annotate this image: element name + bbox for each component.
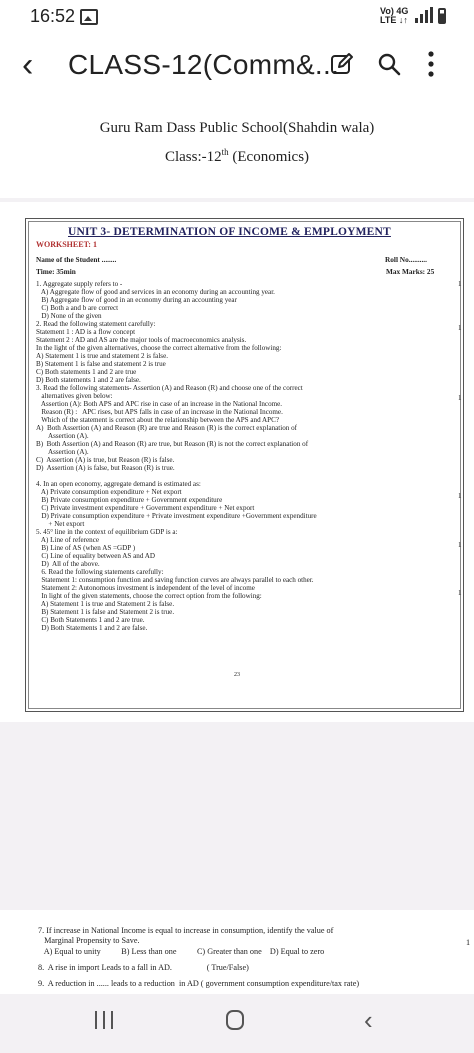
worksheet-line: B) Statement 1 is false and Statement 2 is true.	[36, 608, 175, 616]
edit-icon[interactable]	[330, 52, 354, 76]
worksheet-line: In light of the given statements, choose the correct option from the following:	[36, 592, 262, 600]
home-icon[interactable]	[226, 1010, 244, 1030]
document-page-2	[0, 202, 474, 722]
worksheet-line: A) Private consumption expenditure + Net export	[36, 488, 182, 496]
more-options-icon[interactable]	[425, 50, 437, 78]
question-7: 7. If increase in National Income is equal to increase in consumption, identify the value of	[38, 926, 334, 935]
worksheet-line: Statement 1: consumption function and saving function curves are always parallel to each other.	[36, 576, 314, 584]
question-mark: 1	[458, 394, 462, 402]
class-suffix: (Economics)	[228, 149, 310, 165]
back-arrow-icon[interactable]: ‹	[22, 46, 34, 84]
worksheet-line: D) Assertion (A) is false, but Reason (R) is true.	[36, 464, 175, 472]
worksheet-line: D) None of the given	[36, 312, 102, 320]
navigation-bar	[0, 994, 474, 1053]
worksheet-line: B) Both Assertion (A) and Reason (R) are true, but Reason (R) is not the correct explanation of	[36, 440, 309, 448]
status-bar	[0, 0, 474, 34]
worksheet-line: Assertion (A).	[36, 432, 89, 440]
worksheet-line: A) Statement 1 is true and statement 2 is false.	[36, 352, 168, 360]
worksheet-line: B) Line of AS (when AS =GDP )	[36, 544, 136, 552]
worksheet-line: 5. 45° line in the context of equilibrium GDP is a:	[36, 528, 178, 536]
status-time: 16:52	[30, 6, 76, 26]
gallery-notification-icon	[80, 9, 98, 25]
class-superscript: th	[221, 147, 229, 157]
worksheet-line: B) Statement 1 is false and statement 2 is true	[36, 360, 166, 368]
worksheet-line: D) Both Statements 1 and 2 are false.	[36, 624, 148, 632]
worksheet-line: In the light of the given alternatives, choose the correct alternative from the following:	[36, 344, 282, 352]
recent-apps-icon[interactable]	[95, 1011, 113, 1029]
worksheet-line: C) Both Statements 1 and 2 are true.	[36, 616, 145, 624]
worksheet-line: A) Both Assertion (A) and Reason (R) are true and Reason (R) is the correct explanation of	[36, 424, 298, 432]
question-7-mark: 1	[466, 938, 471, 947]
question-7-options: A) Equal to unity B) Less than one C) Greater than one D) Equal to zero	[38, 947, 325, 956]
worksheet-line: Statement 2 : AD and AS are the major tools of macroeconomics analysis.	[36, 336, 247, 344]
worksheet-line: A) Aggregate flow of good and services in an economy during an accounting year.	[36, 288, 275, 296]
question-mark: 1	[458, 324, 462, 332]
question-7-continued: Marginal Propensity to Save.	[38, 936, 140, 945]
document-page-1	[0, 98, 474, 198]
signal-strength-icon	[415, 7, 433, 23]
document-page-3	[0, 910, 474, 994]
worksheet-line: A) Line of reference	[36, 536, 100, 544]
student-name-line: Name of the Student ........	[36, 255, 117, 264]
worksheet-line: 4. In an open economy, aggregate demand is estimated as:	[36, 480, 201, 488]
worksheet-line: B) Aggregate flow of good in an economy during an accounting year	[36, 296, 237, 304]
worksheet-line: 2. Read the following statement carefully:	[36, 320, 156, 328]
worksheet-line: D) All of the above.	[36, 560, 100, 568]
worksheet-line: Statement 2: Autonomous investment is independent of the level of income	[36, 584, 255, 592]
unit-heading: UNIT 3- DETERMINATION OF INCOME & EMPLOYMENT	[68, 226, 391, 238]
worksheet-line: Reason (R) : APC rises, but APS falls in case of an increase in the National Income.	[36, 408, 283, 416]
worksheet-line: D) Both statements 1 and 2 are false.	[36, 376, 141, 384]
worksheet-line: 6. Read the following statements carefully:	[36, 568, 164, 576]
worksheet-line: C) Both statements 1 and 2 are true	[36, 368, 137, 376]
worksheet-line: Assertion (A).	[36, 448, 89, 456]
class-prefix: Class:-12	[164, 149, 222, 165]
question-mark: 1	[458, 280, 462, 288]
worksheet-line: + Net export	[36, 520, 85, 528]
search-icon[interactable]	[377, 52, 401, 76]
worksheet-line: C) Private investment expenditure + Government expenditure + Net export	[36, 504, 255, 512]
worksheet-line: Which of the statement is correct about the relationship between the APS and APC?	[36, 416, 279, 424]
worksheet-line: 1. Aggregate supply refers to -	[36, 280, 123, 288]
document-title: CLASS-12(Comm&...	[68, 49, 340, 80]
class-heading	[0, 147, 474, 166]
question-8: 8. A rise in import Leads to a fall in AD. ( True/False)	[38, 963, 249, 972]
nav-back-icon[interactable]: ‹	[364, 1005, 373, 1035]
page-number: 23	[234, 672, 240, 678]
time-line: Time: 35min	[36, 267, 76, 276]
worksheet-line: A) Statement 1 is true and Statement 2 is false.	[36, 600, 175, 608]
worksheet-line: B) Private consumption expenditure + Government expenditure	[36, 496, 223, 504]
question-9: 9. A reduction in ...... leads to a reduction in AD ( government consumption expenditure/tax rate)	[38, 979, 360, 988]
worksheet-line: C) Both a and b are correct	[36, 304, 119, 312]
network-bottom: LTE ↓↑	[380, 15, 408, 25]
worksheet-line: Statement 1 : AD is a flow concept	[36, 328, 136, 336]
worksheet-line: C) Line of equality between AS and AD	[36, 552, 155, 560]
battery-icon	[438, 8, 446, 24]
roll-number-line: Roll No..........	[385, 255, 427, 264]
worksheet-line: 3. Read the following statements- Assertion (A) and Reason (R) and choose one of the correct	[36, 384, 303, 392]
network-top: Vo) 4G	[380, 6, 409, 16]
worksheet-line: C) Assertion (A) is true, but Reason (R) is false.	[36, 456, 175, 464]
worksheet-label: WORKSHEET: 1	[36, 240, 97, 249]
network-indicator	[380, 7, 408, 25]
worksheet-line: alternatives given below:	[36, 392, 113, 400]
question-mark: 1	[458, 492, 462, 500]
question-mark: 1	[458, 589, 462, 597]
worksheet-line: Assertion (A): Both APS and APC rise in case of an increase in the National Income.	[36, 400, 283, 408]
school-name: Guru Ram Dass Public School(Shahdin wala)	[99, 120, 375, 136]
worksheet-line: D) Private consumption expenditure + Private investment expenditure +Government expenditure	[36, 512, 317, 520]
app-bar	[0, 34, 474, 98]
question-mark: 1	[458, 541, 462, 549]
max-marks-line: Max Marks: 25	[386, 267, 435, 276]
